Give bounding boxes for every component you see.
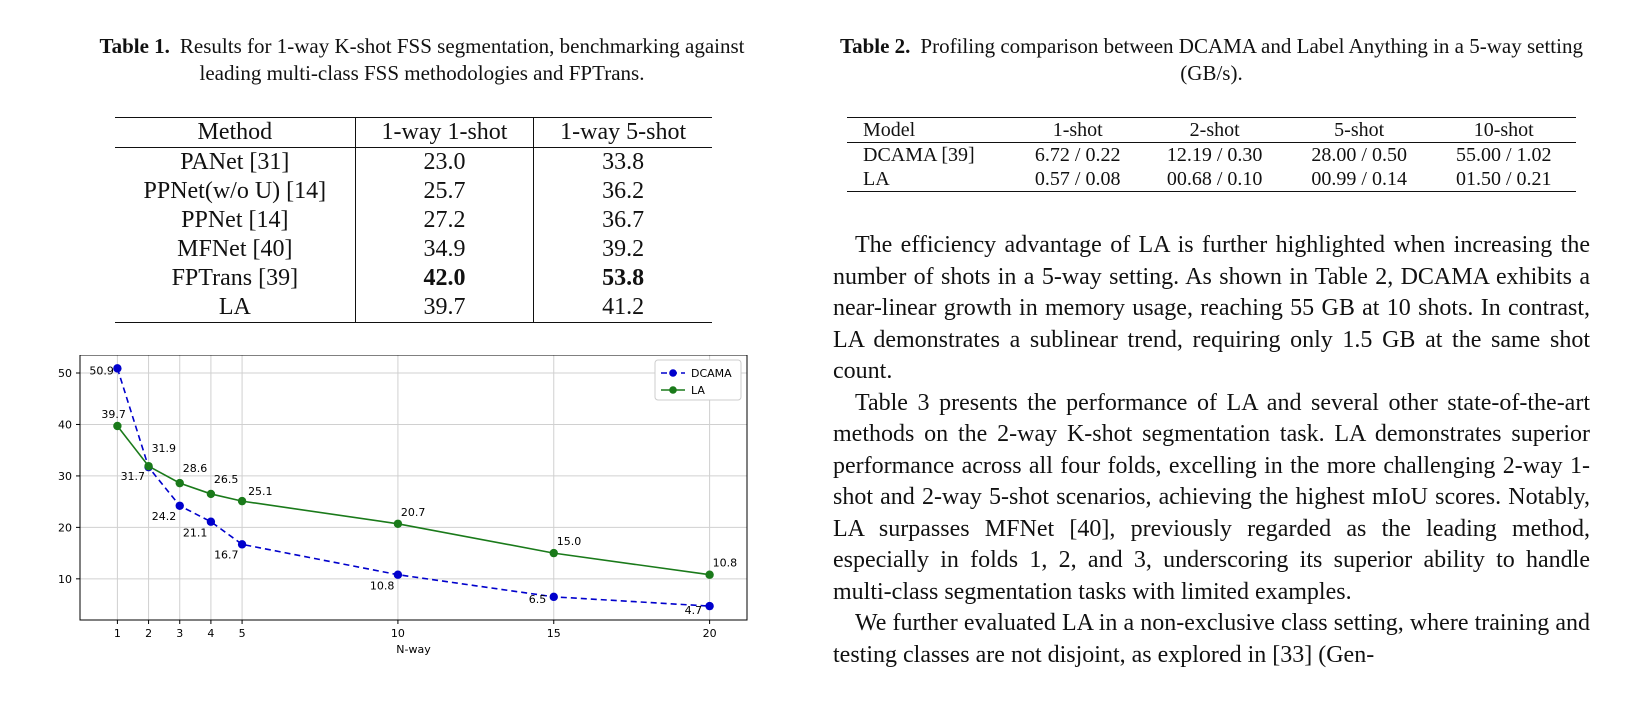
- body-text: [833, 230, 1590, 671]
- table-row: [115, 177, 712, 206]
- series-line-dcama: [117, 368, 709, 606]
- table-cell: PPNet(w/o U) [14]: [143, 178, 327, 204]
- table-cell: 25.7: [355, 177, 534, 206]
- data-label-dcama: 10.8: [369, 579, 395, 593]
- table-cell: MFNet [40]: [177, 236, 293, 262]
- x-tick-label: 3: [176, 627, 184, 640]
- table1-caption-text: Results for 1-way K-shot FSS segmentation, benchmarking against leading multi-class FSS methodologies and FPTrans.: [179, 34, 745, 85]
- table2-caption-text: Profiling comparison between DCAMA and Label Anything in a 5-way setting (GB/s).: [920, 34, 1583, 85]
- table-cell: 55.00 / 1.02: [1455, 144, 1552, 166]
- data-label-dcama: 6.5: [528, 592, 547, 606]
- y-tick-label: 10: [58, 572, 72, 586]
- data-point-la: [705, 571, 713, 579]
- series-line-la: [117, 426, 709, 575]
- table-cell: 12.19 / 0.30: [1166, 144, 1263, 166]
- table1-header-1shot: 1-way 1-shot: [355, 118, 534, 148]
- table-cell: 23.0: [355, 148, 534, 178]
- y-tick-label: 20: [58, 521, 72, 535]
- data-point-dcama: [394, 571, 402, 579]
- y-tick-label: 50: [58, 367, 72, 381]
- data-label-la: 15.0: [556, 535, 582, 549]
- data-label-la: 10.8: [712, 556, 738, 570]
- table-cell: PANet [31]: [180, 149, 290, 175]
- table2-caption: [833, 33, 1590, 87]
- legend-marker-dcama: [669, 369, 677, 377]
- data-point-la: [113, 422, 121, 430]
- data-point-la: [176, 479, 184, 487]
- x-tick-label: 10: [390, 627, 405, 640]
- data-label-la: 20.7: [400, 505, 426, 519]
- data-point-dcama: [113, 364, 121, 372]
- data-point-dcama: [176, 502, 184, 510]
- data-label-la: 26.5: [213, 472, 239, 486]
- table-cell: PPNet [14]: [181, 207, 289, 233]
- table-cell: 41.2: [602, 294, 645, 320]
- table-row: [115, 264, 712, 293]
- legend-marker-la: [669, 386, 677, 394]
- data-point-la: [144, 462, 152, 470]
- x-tick-label: 2: [145, 627, 153, 640]
- table-cell: 36.7: [602, 207, 645, 233]
- data-label-dcama: 24.2: [151, 509, 177, 523]
- table2-header-5shot: 5-shot: [1334, 119, 1385, 141]
- x-tick-label: 5: [238, 627, 246, 640]
- x-tick-label: 20: [702, 627, 717, 640]
- x-tick-label: 15: [546, 627, 561, 640]
- table-cell: 39.7: [355, 293, 534, 323]
- data-label-la: 25.1: [248, 485, 273, 499]
- table-cell: 00.68 / 0.10: [1166, 168, 1263, 190]
- table1: [115, 117, 712, 323]
- table2: [847, 117, 1576, 192]
- legend-label-dcama: DCAMA: [691, 367, 732, 380]
- data-label-la: 28.6: [182, 462, 208, 476]
- table2-caption-label: Table 2.: [840, 34, 911, 58]
- table-cell: 36.2: [602, 178, 645, 204]
- table-cell-best: 53.8: [602, 265, 645, 291]
- data-label-dcama: 31.7: [120, 470, 146, 484]
- nway-line-chart: [40, 355, 770, 665]
- table-cell: 01.50 / 0.21: [1455, 168, 1552, 190]
- y-tick-label: 40: [58, 418, 72, 432]
- table-row: [847, 167, 1576, 192]
- paragraph: We further evaluated LA in a non-exclusive class setting, where training and testing classes are not disjoint, as explored in [33] (Gen-: [833, 610, 1590, 668]
- data-label-la: 31.9: [151, 442, 177, 456]
- table-cell: 6.72 / 0.22: [1034, 144, 1121, 166]
- table-row: [847, 143, 1576, 168]
- x-axis-label: N-way: [396, 643, 431, 656]
- data-label-dcama: 50.9: [89, 364, 114, 378]
- table-cell: 0.57 / 0.08: [1034, 168, 1121, 190]
- data-point-la: [550, 549, 558, 557]
- table2-header-10shot: 10-shot: [1473, 119, 1534, 141]
- table-cell: 27.2: [355, 206, 534, 235]
- table1-caption-label: Table 1.: [99, 34, 170, 58]
- data-point-dcama: [207, 518, 215, 526]
- table-cell-best: 42.0: [355, 264, 534, 293]
- data-label-la: 39.7: [101, 408, 126, 422]
- table1-header-method: Method: [197, 119, 273, 145]
- paragraph: Table 3 presents the performance of LA and several other state-of-the-art methods on the 2-way K-shot segmentation task. LA demonstrates superior performance across all four folds, excelling in the more challenging 2-way 1-shot and 2-way 5-shot scenarios, achieving the highest mIoU scores. Notably, LA surpasses MFNet [40], previously regarded as the leading method, especially in folds 1, 2, and 3, underscoring its superior ability to handle multi-class segmentation tasks with limited examples.: [833, 389, 1590, 605]
- table-cell: 00.99 / 0.14: [1311, 168, 1407, 190]
- table-row: [115, 293, 712, 323]
- table-cell: LA: [863, 168, 890, 190]
- data-label-dcama: 4.7: [684, 604, 703, 618]
- data-point-dcama: [238, 540, 246, 548]
- table-cell: LA: [218, 294, 251, 320]
- table-cell: 39.2: [602, 236, 645, 262]
- table-row: [115, 148, 712, 178]
- table2-header-row: [847, 118, 1576, 143]
- table2-header-1shot: 1-shot: [1052, 119, 1103, 141]
- table2-header-2shot: 2-shot: [1189, 119, 1240, 141]
- data-point-la: [394, 520, 402, 528]
- paragraph: The efficiency advantage of LA is further highlighted when increasing the number of shots in a 5-way setting. As shown in Table 2, DCAMA exhibits a near-linear growth in memory usage, reaching 55 GB at 10 shots. In contrast, LA demonstrates a sublinear trend, requiring only 1.5 GB at the same shot count.: [833, 232, 1590, 384]
- table-row: [115, 206, 712, 235]
- x-tick-label: 1: [113, 627, 121, 640]
- table-cell: 28.00 / 0.50: [1311, 144, 1407, 166]
- data-label-dcama: 21.1: [182, 526, 208, 540]
- table1-caption: [72, 33, 772, 87]
- table1-header-row: [115, 118, 712, 148]
- data-label-dcama: 16.7: [214, 548, 239, 562]
- table-cell: 33.8: [602, 149, 645, 175]
- data-point-la: [238, 497, 246, 505]
- data-point-la: [207, 490, 215, 498]
- y-tick-label: 30: [58, 469, 72, 483]
- table-cell: DCAMA [39]: [863, 144, 975, 166]
- legend-label-la: LA: [691, 384, 705, 397]
- x-tick-label: 4: [207, 627, 215, 640]
- table-cell: FPTrans [39]: [171, 265, 299, 291]
- table2-header-model: Model: [863, 119, 916, 141]
- table1-header-5shot: 1-way 5-shot: [560, 119, 687, 145]
- data-point-dcama: [705, 602, 713, 610]
- table-row: [115, 235, 712, 264]
- table-cell: 34.9: [355, 235, 534, 264]
- data-point-dcama: [550, 593, 558, 601]
